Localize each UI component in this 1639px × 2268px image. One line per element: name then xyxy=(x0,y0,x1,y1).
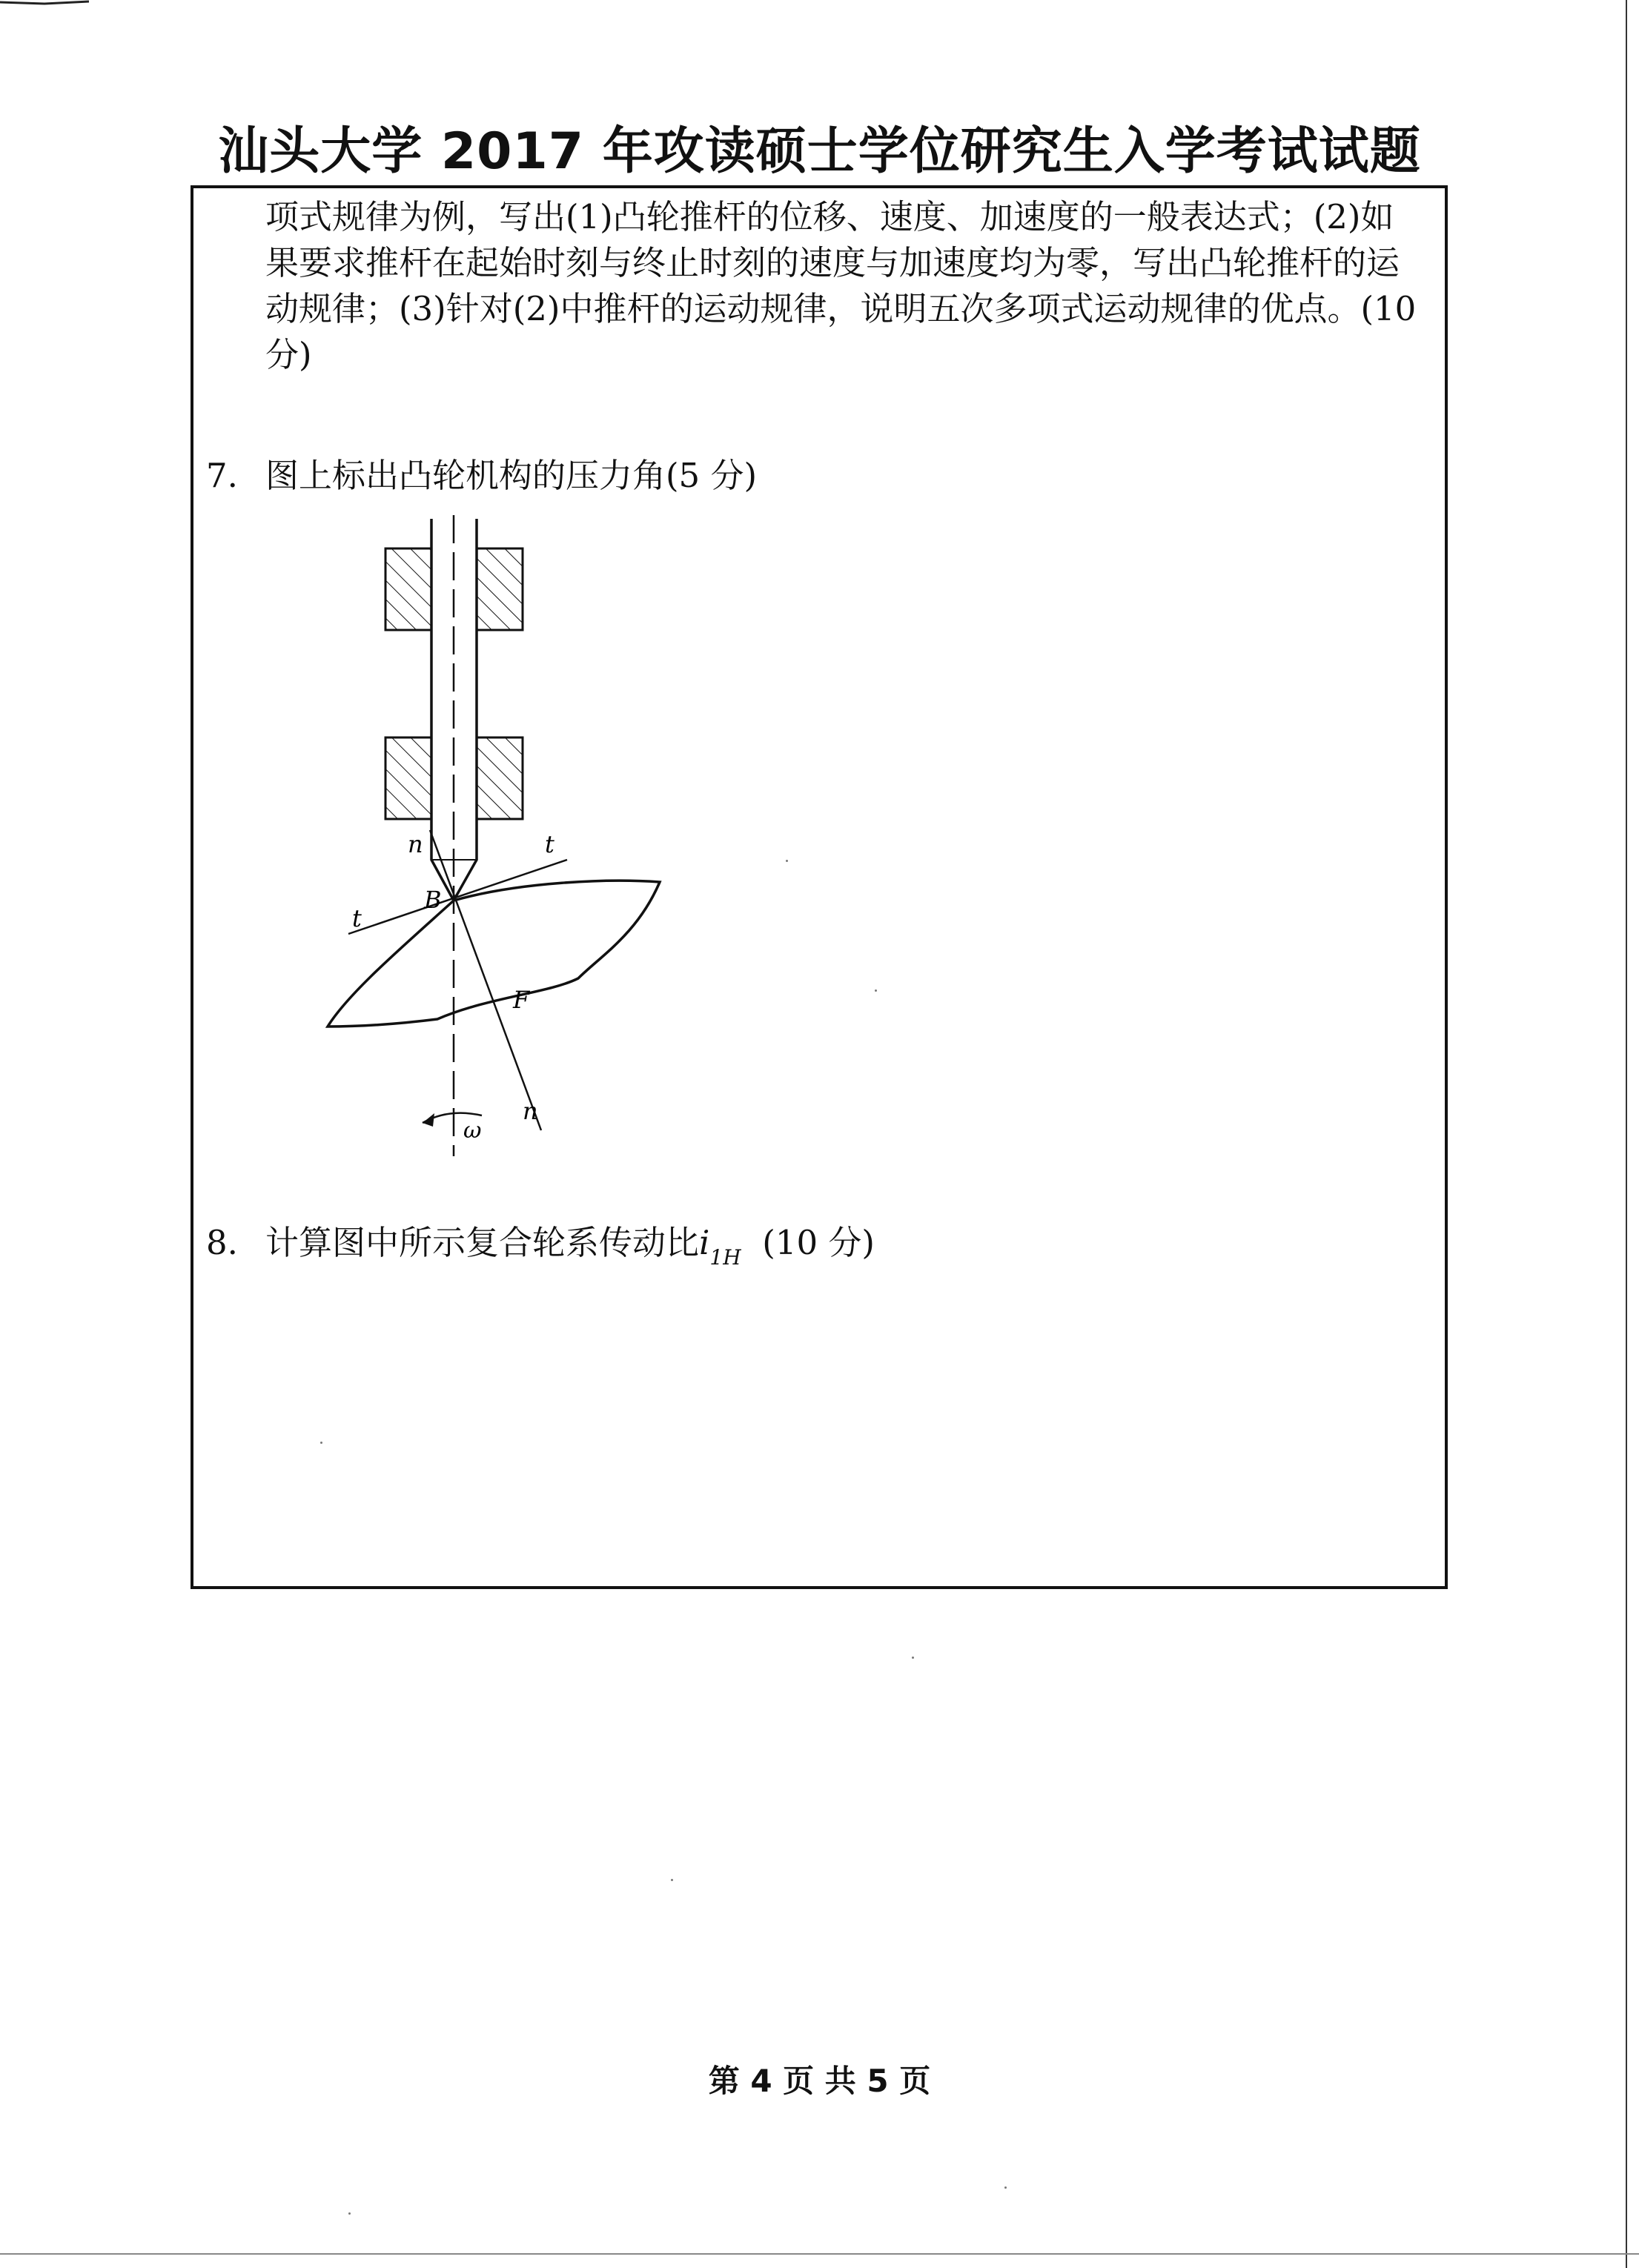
label-B: B xyxy=(424,886,442,914)
scan-speck xyxy=(912,1657,914,1659)
scan-speck xyxy=(1004,2186,1007,2189)
scan-edge-line xyxy=(1626,0,1627,2268)
cam-mechanism-diagram xyxy=(252,504,712,1171)
label-n-top: n xyxy=(408,830,423,858)
guide-block-lower-left xyxy=(385,737,431,819)
guide-block-upper-left xyxy=(385,548,431,630)
scan-speck xyxy=(875,989,877,992)
label-t-left: t xyxy=(352,904,362,932)
ratio-symbol: i xyxy=(699,1223,710,1262)
page-title: 汕头大学 2017 年攻读硕士学位研究生入学考试试题 xyxy=(218,122,1421,181)
page-number: 第 4 页 共 5 页 xyxy=(708,2063,931,2099)
scan-speck xyxy=(786,860,788,862)
question-7-text: 图上标出凸轮机构的压力角(5 分) xyxy=(265,456,758,495)
guide-block-lower-right xyxy=(477,737,523,819)
question-8-number: 8. xyxy=(206,1223,238,1262)
question-8-text: 计算图中所示复合轮系传动比 xyxy=(265,1223,700,1262)
label-omega: ω xyxy=(463,1118,482,1144)
scan-mark xyxy=(0,0,89,7)
label-n-bottom: n xyxy=(523,1097,538,1125)
tangent-line xyxy=(348,860,567,934)
label-t-right: t xyxy=(545,830,554,858)
rotation-arrow-head xyxy=(423,1113,434,1127)
label-F: F xyxy=(513,986,530,1014)
question-8-score: (10 分) xyxy=(762,1223,875,1262)
scan-bottom-line xyxy=(0,2253,1639,2255)
scan-speck xyxy=(671,1879,673,1881)
scan-speck xyxy=(348,2212,351,2215)
ratio-subscript: 1H xyxy=(709,1245,741,1270)
scan-speck xyxy=(320,1442,322,1444)
guide-block-upper-right xyxy=(477,548,523,630)
question-8 xyxy=(206,1216,875,1270)
question-7 xyxy=(206,448,757,497)
q6-continuation-text: 项式规律为例，写出(1)凸轮推杆的位移、速度、加速度的一般表达式；(2)如果要求推杆在起始时刻与终止时刻的速度与加速度均为零，写出凸轮推杆的运动规律；(3)针对(2)中推杆的运动规律，说明五次多项式运动规律的优点。(10 分) xyxy=(265,197,1417,374)
question-7-number: 7. xyxy=(206,456,238,495)
